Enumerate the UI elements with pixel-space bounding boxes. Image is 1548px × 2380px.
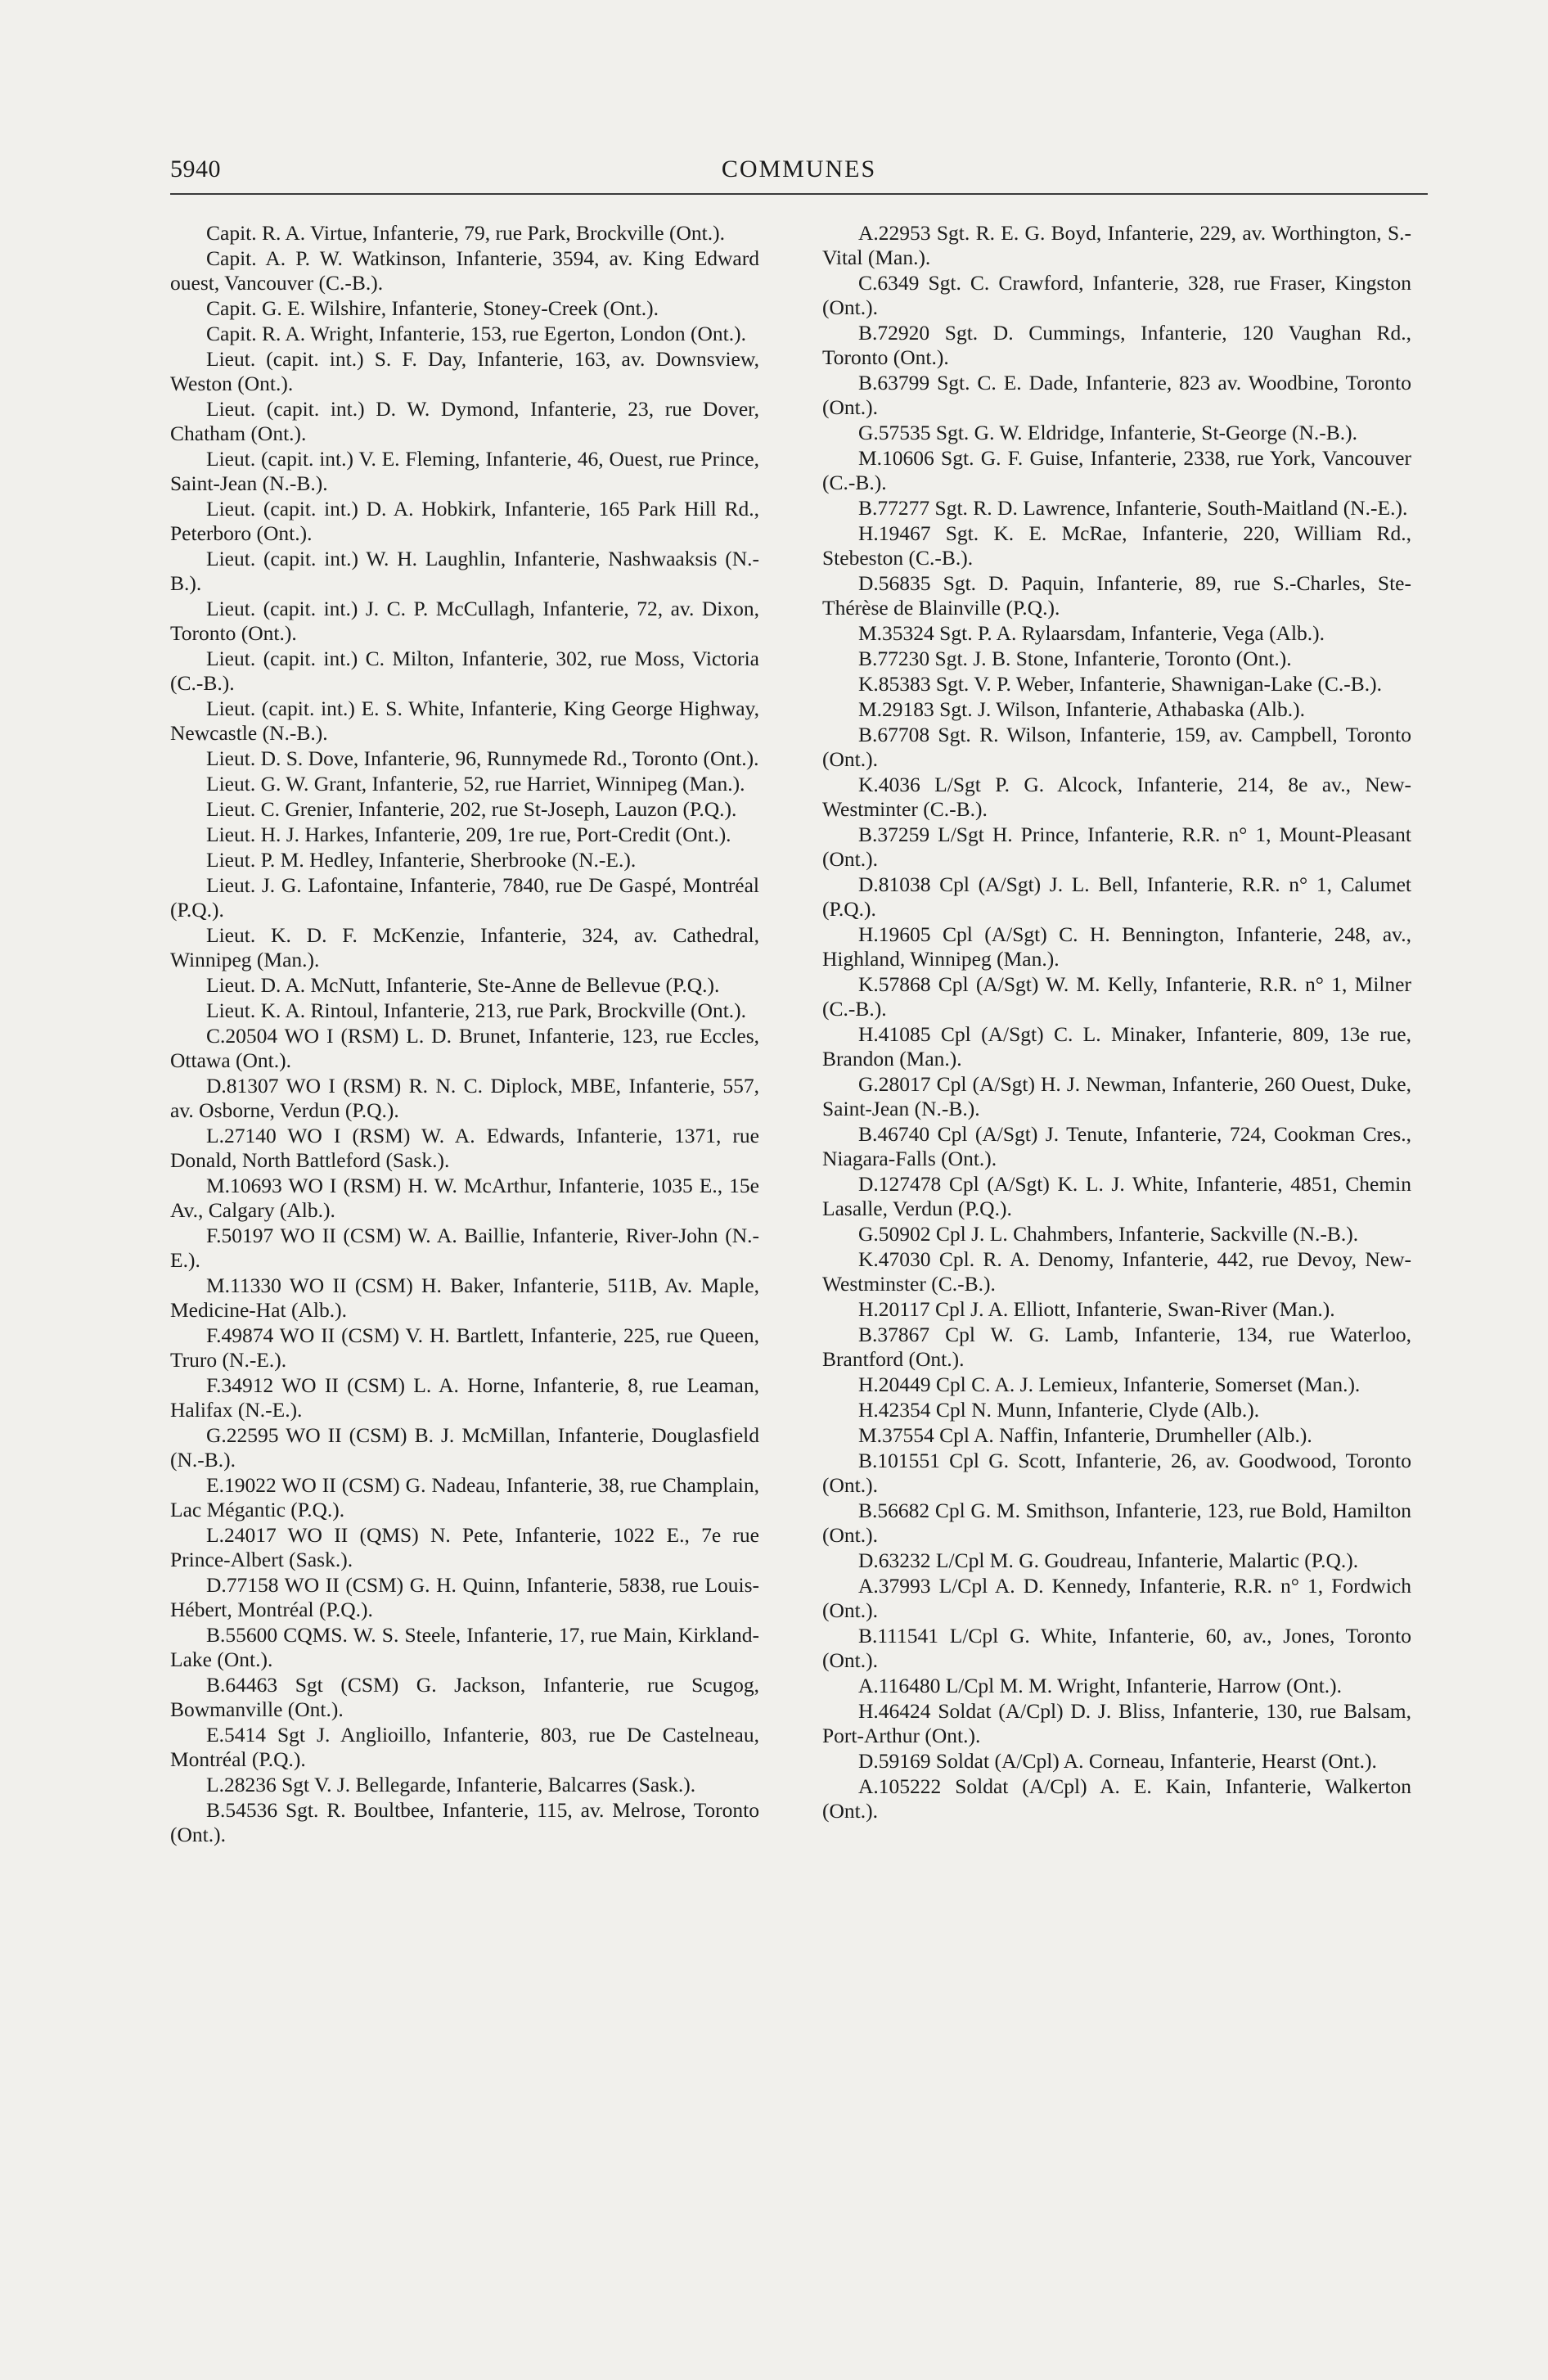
directory-entry: M.29183 Sgt. J. Wilson, Infanterie, Athabaska (Alb.). <box>858 697 1305 721</box>
directory-entry: Lieut. P. M. Hedley, Infanterie, Sherbrooke (N.-E.). <box>206 848 637 872</box>
directory-entry: L.28236 Sgt V. J. Bellegarde, Infanterie, Balcarres (Sask.). <box>206 1773 696 1796</box>
header-rule <box>170 193 1428 195</box>
directory-entry: Lieut. (capit. int.) V. E. Fleming, Infanterie, 46, Ouest, rue Prince, Saint-Jean (N.-B.). <box>170 447 759 495</box>
directory-entry: M.37554 Cpl A. Naffin, Infanterie, Drumheller (Alb.). <box>858 1423 1312 1447</box>
directory-entry: M.10693 WO I (RSM) H. W. McArthur, Infanterie, 1035 E., 15e Av., Calgary (Alb.). <box>170 1174 759 1222</box>
directory-entry: E.5414 Sgt J. Anglioillo, Infanterie, 803, rue De Castelneau, Montréal (P.Q.). <box>170 1723 759 1771</box>
directory-entry: H.20449 Cpl C. A. J. Lemieux, Infanterie, Somerset (Man.). <box>858 1373 1361 1396</box>
directory-entry: L.24017 WO II (QMS) N. Pete, Infanterie, 1022 E., 7e rue Prince-Albert (Sask.). <box>170 1523 759 1571</box>
directory-entry: B.37259 L/Sgt H. Prince, Infanterie, R.R. n° 1, Mount-Pleasant (Ont.). <box>822 823 1411 871</box>
directory-entry: Lieut. K. A. Rintoul, Infanterie, 213, rue Park, Brockville (Ont.). <box>206 998 747 1022</box>
directory-entry: D.77158 WO II (CSM) G. H. Quinn, Infanterie, 5838, rue Louis-Hébert, Montréal (P.Q.). <box>170 1573 759 1621</box>
directory-entry: Lieut. G. W. Grant, Infanterie, 52, rue Harriet, Winnipeg (Man.). <box>206 772 745 796</box>
directory-entry: B.101551 Cpl G. Scott, Infanterie, 26, av. Goodwood, Toronto (Ont.). <box>822 1449 1411 1497</box>
directory-entry: H.19605 Cpl (A/Sgt) C. H. Bennington, Infanterie, 248, av., Highland, Winnipeg (Man.). <box>822 922 1411 971</box>
directory-entry: B.111541 L/Cpl G. White, Infanterie, 60, av., Jones, Toronto (Ont.). <box>822 1624 1411 1672</box>
directory-entry: Capit. R. A. Wright, Infanterie, 153, rue Egerton, London (Ont.). <box>206 322 746 345</box>
directory-entry: A.116480 L/Cpl M. M. Wright, Infanterie, Harrow (Ont.). <box>858 1674 1343 1697</box>
left-column <box>170 221 759 1848</box>
directory-entry: B.54536 Sgt. R. Boultbee, Infanterie, 115, av. Melrose, Toronto (Ont.). <box>170 1798 759 1846</box>
directory-entry: Capit. G. E. Wilshire, Infanterie, Stoney-Creek (Ont.). <box>206 296 659 320</box>
directory-entry: D.59169 Soldat (A/Cpl) A. Corneau, Infanterie, Hearst (Ont.). <box>858 1749 1377 1773</box>
directory-entry: M.10606 Sgt. G. F. Guise, Infanterie, 2338, rue York, Vancouver (C.-B.). <box>822 446 1411 494</box>
right-column <box>822 221 1411 1824</box>
directory-entry: Lieut. C. Grenier, Infanterie, 202, rue St-Joseph, Lauzon (P.Q.). <box>206 797 737 821</box>
directory-entry: Lieut. (capit. int.) C. Milton, Infanterie, 302, rue Moss, Victoria (C.-B.). <box>170 647 759 695</box>
directory-entry: M.11330 WO II (CSM) H. Baker, Infanterie, 511B, Av. Maple, Medicine-Hat (Alb.). <box>170 1273 759 1322</box>
directory-entry: F.34912 WO II (CSM) L. A. Horne, Infanterie, 8, rue Leaman, Halifax (N.-E.). <box>170 1373 759 1422</box>
directory-entry: G.22595 WO II (CSM) B. J. McMillan, Infanterie, Douglasfield (N.-B.). <box>170 1423 759 1472</box>
directory-entry: F.49874 WO II (CSM) V. H. Bartlett, Infanterie, 225, rue Queen, Truro (N.-E.). <box>170 1323 759 1372</box>
directory-entry: F.50197 WO II (CSM) W. A. Baillie, Infanterie, River-John (N.-E.). <box>170 1224 759 1272</box>
directory-entry: B.64463 Sgt (CSM) G. Jackson, Infanterie, rue Scugog, Bowmanville (Ont.). <box>170 1673 759 1721</box>
directory-entry: K.85383 Sgt. V. P. Weber, Infanterie, Shawnigan-Lake (C.-B.). <box>858 672 1382 696</box>
directory-entry: D.56835 Sgt. D. Paquin, Infanterie, 89, rue S.-Charles, Ste-Thérèse de Blainville (P.Q.). <box>822 571 1411 620</box>
directory-entry: Lieut. D. A. McNutt, Infanterie, Ste-Anne de Bellevue (P.Q.). <box>206 973 720 997</box>
directory-entry: B.37867 Cpl W. G. Lamb, Infanterie, 134, rue Waterloo, Brantford (Ont.). <box>822 1323 1411 1371</box>
directory-entry: Capit. A. P. W. Watkinson, Infanterie, 3594, av. King Edward ouest, Vancouver (C.-B.). <box>170 246 759 295</box>
directory-entry: Lieut. (capit. int.) E. S. White, Infanterie, King George Highway, Newcastle (N.-B.). <box>170 696 759 745</box>
directory-entry: Lieut. (capit. int.) J. C. P. McCullagh, Infanterie, 72, av. Dixon, Toronto (Ont.). <box>170 597 759 645</box>
directory-entry: K.57868 Cpl (A/Sgt) W. M. Kelly, Infanterie, R.R. n° 1, Milner (C.-B.). <box>822 972 1411 1021</box>
directory-entry: H.19467 Sgt. K. E. McRae, Infanterie, 220, William Rd., Stebeston (C.-B.). <box>822 521 1411 570</box>
directory-entry: Lieut. H. J. Harkes, Infanterie, 209, 1re rue, Port-Credit (Ont.). <box>206 823 731 846</box>
directory-entry: B.46740 Cpl (A/Sgt) J. Tenute, Infanterie, 724, Cookman Cres., Niagara-Falls (Ont.). <box>822 1122 1411 1170</box>
directory-entry: B.55600 CQMS. W. S. Steele, Infanterie, 17, rue Main, Kirkland-Lake (Ont.). <box>170 1623 759 1671</box>
directory-entry: Lieut. (capit. int.) D. A. Hobkirk, Infanterie, 165 Park Hill Rd., Peterboro (Ont.). <box>170 497 759 545</box>
directory-entry: Lieut. (capit. int.) S. F. Day, Infanterie, 163, av. Downsview, Weston (Ont.). <box>170 347 759 395</box>
directory-entry: Lieut. (capit. int.) D. W. Dymond, Infanterie, 23, rue Dover, Chatham (Ont.). <box>170 397 759 445</box>
directory-entry: C.20504 WO I (RSM) L. D. Brunet, Infanterie, 123, rue Eccles, Ottawa (Ont.). <box>170 1024 759 1072</box>
directory-entry: B.63799 Sgt. C. E. Dade, Infanterie, 823 av. Woodbine, Toronto (Ont.). <box>822 371 1411 419</box>
directory-entry: G.28017 Cpl (A/Sgt) H. J. Newman, Infanterie, 260 Ouest, Duke, Saint-Jean (N.-B.). <box>822 1072 1411 1120</box>
directory-entry: Lieut. K. D. F. McKenzie, Infanterie, 324, av. Cathedral, Winnipeg (Man.). <box>170 923 759 971</box>
directory-entry: H.42354 Cpl N. Munn, Infanterie, Clyde (Alb.). <box>858 1398 1260 1422</box>
directory-entry: G.50902 Cpl J. L. Chahmbers, Infanterie, Sackville (N.-B.). <box>858 1222 1359 1246</box>
directory-entry: D.63232 L/Cpl M. G. Goudreau, Infanterie, Malartic (P.Q.). <box>858 1548 1359 1572</box>
directory-entry: B.77230 Sgt. J. B. Stone, Infanterie, Toronto (Ont.). <box>858 647 1292 670</box>
directory-entry: A.105222 Soldat (A/Cpl) A. E. Kain, Infanterie, Walkerton (Ont.). <box>822 1774 1411 1823</box>
directory-entry: K.4036 L/Sgt P. G. Alcock, Infanterie, 214, 8e av., New-Westminter (C.-B.). <box>822 773 1411 821</box>
directory-entry: M.35324 Sgt. P. A. Rylaarsdam, Infanterie, Vega (Alb.). <box>858 621 1325 645</box>
directory-entry: B.77277 Sgt. R. D. Lawrence, Infanterie, South-Maitland (N.-E.). <box>858 496 1408 520</box>
directory-entry: C.6349 Sgt. C. Crawford, Infanterie, 328, rue Fraser, Kingston (Ont.). <box>822 271 1411 319</box>
directory-entry: H.41085 Cpl (A/Sgt) C. L. Minaker, Infanterie, 809, 13e rue, Brandon (Man.). <box>822 1022 1411 1071</box>
directory-entry: K.47030 Cpl. R. A. Denomy, Infanterie, 442, rue Devoy, New-Westminster (C.-B.). <box>822 1247 1411 1296</box>
directory-entry: L.27140 WO I (RSM) W. A. Edwards, Infanterie, 1371, rue Donald, North Battleford (Sask.). <box>170 1124 759 1172</box>
page-number: 5940 <box>170 156 221 183</box>
directory-entry: Capit. R. A. Virtue, Infanterie, 79, rue Park, Brockville (Ont.). <box>206 221 725 245</box>
directory-entry: D.81307 WO I (RSM) R. N. C. Diplock, MBE, Infanterie, 557, av. Osborne, Verdun (P.Q.). <box>170 1074 759 1122</box>
directory-entry: Lieut. J. G. Lafontaine, Infanterie, 7840, rue De Gaspé, Montréal (P.Q.). <box>170 873 759 922</box>
directory-entry: Lieut. (capit. int.) W. H. Laughlin, Infanterie, Nashwaaksis (N.-B.). <box>170 547 759 595</box>
directory-entry: B.56682 Cpl G. M. Smithson, Infanterie, 123, rue Bold, Hamilton (Ont.). <box>822 1499 1411 1547</box>
directory-entry: E.19022 WO II (CSM) G. Nadeau, Infanterie, 38, rue Champlain, Lac Mégantic (P.Q.). <box>170 1473 759 1521</box>
running-title: COMMUNES <box>721 156 877 183</box>
directory-entry: D.81038 Cpl (A/Sgt) J. L. Bell, Infanterie, R.R. n° 1, Calumet (P.Q.). <box>822 872 1411 921</box>
directory-entry: H.20117 Cpl J. A. Elliott, Infanterie, Swan-River (Man.). <box>858 1297 1335 1321</box>
directory-entry: B.72920 Sgt. D. Cummings, Infanterie, 120 Vaughan Rd., Toronto (Ont.). <box>822 321 1411 369</box>
directory-entry: D.127478 Cpl (A/Sgt) K. L. J. White, Infanterie, 4851, Chemin Lasalle, Verdun (P.Q.). <box>822 1172 1411 1220</box>
directory-entry: A.37993 L/Cpl A. D. Kennedy, Infanterie, R.R. n° 1, Fordwich (Ont.). <box>822 1574 1411 1622</box>
directory-entry: Lieut. D. S. Dove, Infanterie, 96, Runnymede Rd., Toronto (Ont.). <box>206 746 759 770</box>
directory-entry: A.22953 Sgt. R. E. G. Boyd, Infanterie, 229, av. Worthington, S.-Vital (Man.). <box>822 221 1411 269</box>
directory-entry: G.57535 Sgt. G. W. Eldridge, Infanterie, St-George (N.-B.). <box>858 421 1358 444</box>
directory-entry: H.46424 Soldat (A/Cpl) D. J. Bliss, Infanterie, 130, rue Balsam, Port-Arthur (Ont.). <box>822 1699 1411 1747</box>
page-header <box>170 156 1428 188</box>
directory-entry: B.67708 Sgt. R. Wilson, Infanterie, 159, av. Campbell, Toronto (Ont.). <box>822 723 1411 771</box>
